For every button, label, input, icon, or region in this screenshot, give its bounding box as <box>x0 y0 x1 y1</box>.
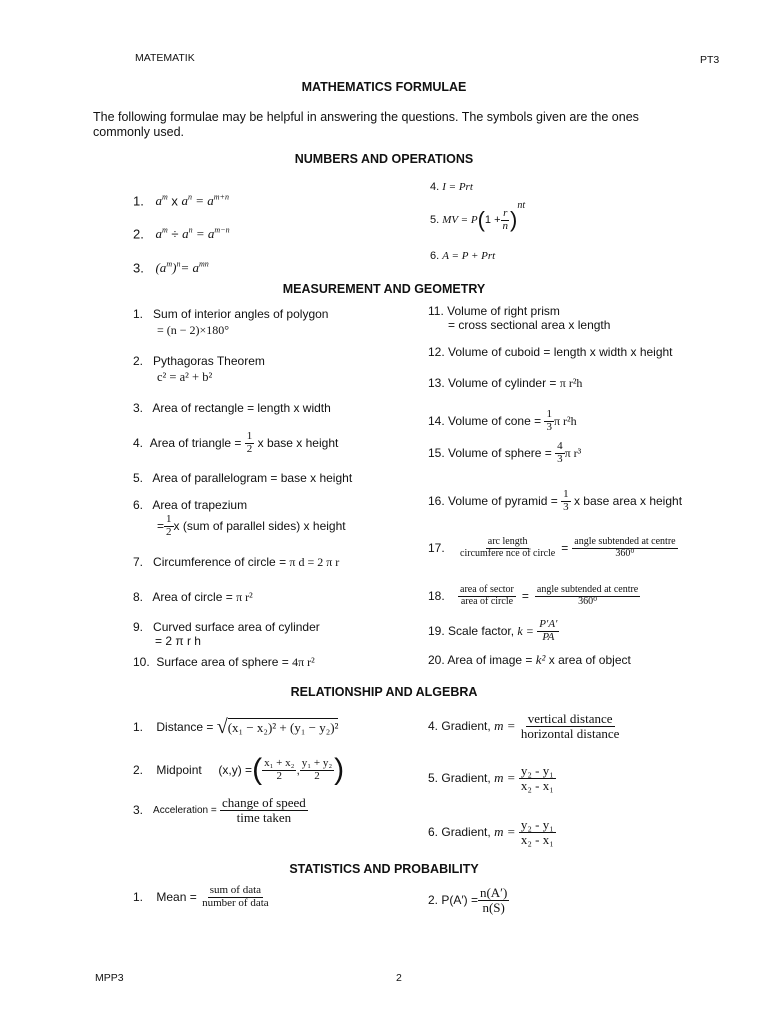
mg-formula: 4π r² <box>292 655 315 669</box>
mg-item-16 <box>428 486 682 516</box>
mg-text: Area of circle = <box>152 590 233 604</box>
mg-index: 10. <box>133 655 150 669</box>
angle-ratio-fraction <box>572 537 677 559</box>
mg-text: Area of triangle = <box>149 436 242 450</box>
mg-formula: π r²h <box>553 413 577 428</box>
frac-num: P′A′ <box>539 617 558 630</box>
mg-index: 20. <box>428 653 445 667</box>
mg-index: 5. <box>133 471 144 485</box>
num-formula-5: 5. MV = P ( 1 + $\frac{r}{n}$ ) nt <box>430 200 526 232</box>
sp-item-1 <box>133 880 271 914</box>
mg-item-4 <box>133 428 338 458</box>
mg-item-11 <box>428 304 560 318</box>
mg-text: = <box>157 519 165 533</box>
frac-den: n(S) <box>482 899 505 915</box>
mg-item-10 <box>133 655 315 670</box>
mg-text: Volume of cylinder = <box>448 376 557 390</box>
num-formula-1: 1. $a^m$ x $a^n = a^{m+n}$ <box>133 193 229 209</box>
frac-num: y₂ - y₁ <box>520 816 554 832</box>
mg-index: 6. <box>133 498 144 512</box>
level-label: PT3 <box>700 54 720 66</box>
frac-den: 3 <box>557 452 563 465</box>
mg-item-5 <box>133 471 352 485</box>
mg-formula: π r³ <box>564 445 582 460</box>
frac-num: 4 <box>557 439 563 452</box>
gradient-coordinate-fraction <box>519 764 556 792</box>
mg-text: Sum of interior angles of polygon <box>153 307 329 321</box>
mg-item-1-formula: = (n − 2)×180° <box>157 323 230 337</box>
frac-num: 1 <box>546 407 552 420</box>
mg-index: 13. <box>428 376 445 390</box>
frac-num: angle subtended at centre <box>574 536 676 547</box>
mg-item-6-formula <box>157 512 346 540</box>
midpoint-y-fraction <box>300 758 334 782</box>
num-index-1: 1. <box>133 193 144 209</box>
mg-item-2 <box>133 354 265 368</box>
third-fraction <box>561 489 571 513</box>
frac-num: change of speed <box>222 794 306 810</box>
ra-index: 1. <box>133 720 144 734</box>
ra-text: Gradient, <box>441 825 491 839</box>
ra-text: (x,y) = <box>218 763 253 777</box>
ra-text: Midpoint <box>156 763 202 777</box>
four-thirds-fraction <box>555 441 565 465</box>
ra-index: 4. <box>428 719 439 733</box>
acceleration-fraction <box>220 796 308 824</box>
gradient-distance-fraction <box>519 712 622 740</box>
ra-formula: m = <box>494 770 516 785</box>
frac-den: area of circle <box>460 595 514 607</box>
frac-den: 3 <box>546 420 552 433</box>
sp-index: 2. <box>428 893 439 907</box>
ra-item-6 <box>428 814 556 850</box>
mg-index: 19. <box>428 624 445 638</box>
mg-item-1 <box>133 307 328 321</box>
frac-num: x₁ + x₂ <box>264 756 295 769</box>
frac-den: 360⁰ <box>615 547 635 559</box>
sp-index: 1. <box>133 890 144 904</box>
ra-index: 6. <box>428 825 439 839</box>
frac-num: 1 <box>166 512 172 525</box>
mg-index: 4. <box>133 436 144 450</box>
maturity-value-lhs: MV = P <box>442 214 478 226</box>
sector-ratio-fraction <box>458 585 516 607</box>
mg-item-19 <box>428 614 559 648</box>
mg-text: Area of parallelogram = base x height <box>152 471 353 485</box>
ra-index: 5. <box>428 771 439 785</box>
mg-item-7 <box>133 555 339 570</box>
mg-index: 17. <box>428 541 445 555</box>
mg-formula: π r²h <box>559 376 583 390</box>
frac-num: arc length <box>487 536 528 547</box>
frac-num: y₂ - y₁ <box>520 762 554 778</box>
ra-text: Acceleration = <box>153 804 217 816</box>
sp-text: Mean = <box>156 890 197 904</box>
mg-item-8 <box>133 590 253 605</box>
mg-text: Pythagoras Theorem <box>153 354 265 368</box>
angle-ratio-fraction <box>535 585 640 607</box>
frac-den: 2 <box>246 442 253 455</box>
one-plus: 1 + <box>484 214 501 226</box>
sqrt-icon: √ <box>216 715 228 738</box>
frac-den: time taken <box>236 809 292 825</box>
mg-text: x base area x height <box>573 494 683 508</box>
frac-num: sum of data <box>209 883 262 896</box>
midpoint-x-fraction <box>262 758 296 782</box>
mg-item-2-formula: c² = a² + b² <box>157 370 213 384</box>
rate-fraction <box>501 208 511 232</box>
frac-den: x₂ - x₁ <box>520 831 554 847</box>
half-fraction <box>245 431 255 455</box>
frac-den: 3 <box>563 500 569 513</box>
frac-den: number of data <box>202 896 269 909</box>
mg-index: 14. <box>428 414 445 428</box>
mg-index: 9. <box>133 620 144 634</box>
mg-text: Area of image = <box>447 653 533 667</box>
frac-num: 1 <box>563 487 569 500</box>
mg-item-11-formula: = cross sectional area x length <box>448 318 611 332</box>
mg-formula: π r² <box>236 590 253 604</box>
mg-index: 15. <box>428 446 445 460</box>
num-formula-6 <box>430 250 495 262</box>
frac-den: PA <box>542 630 555 643</box>
mg-index: 1. <box>133 307 144 321</box>
subject-label: MATEMATIK <box>135 52 195 64</box>
mg-text: Volume of right prism <box>447 304 560 318</box>
frac-den: horizontal distance <box>520 725 620 741</box>
ra-formula: m = <box>494 824 516 839</box>
footer-code: MPP3 <box>95 972 124 984</box>
scale-factor-fraction <box>537 619 559 643</box>
mg-text: Curved surface area of cylinder <box>153 620 320 634</box>
mg-item-18: 18. $\frac{\text{area of sector}}{\text{area of circle}}$ = $\frac{\text{angle subtended at centre}}{\text{360⁰}}$ <box>428 584 639 607</box>
ra-item-2: 2. Midpoint (x,y) = ( $\frac{\text{x₁ + x₂}}{2}$ , $\frac{\text{y₁ + y₂}}{2}$ ) <box>133 753 345 786</box>
mg-formula: k² <box>535 652 546 667</box>
intro-line-2: commonly used. <box>93 125 185 139</box>
rate-n: n <box>502 219 509 232</box>
mg-item-13 <box>428 376 582 391</box>
mg-text: Volume of pyramid = <box>448 494 558 508</box>
mg-text: x base x height <box>257 436 339 450</box>
mg-text: Circumference of circle = <box>153 555 287 569</box>
mg-index: 12. <box>428 345 445 359</box>
mg-text: Scale factor, <box>448 624 515 638</box>
mg-index: 8. <box>133 590 144 604</box>
frac-den: 2 <box>314 769 320 782</box>
mg-text: Volume of sphere = <box>448 446 552 460</box>
simple-interest-formula: I = Prt <box>442 181 473 193</box>
intro-line-1: The following formulae may be helpful in answering the questions. The symbols given are the ones <box>93 110 639 124</box>
frac-num: y₁ + y₂ <box>301 756 333 769</box>
ra-formula: m = <box>494 718 516 733</box>
num-formula-3: 3. $(a^m)^n= a^{mn}$ <box>133 260 209 276</box>
ra-item-5 <box>428 760 556 796</box>
mg-index: 16. <box>428 494 445 508</box>
mg-text: Area of trapezium <box>152 498 248 512</box>
mg-item-14 <box>428 406 577 436</box>
distance-radicand: (x₁ − x₂)² + (y₁ − y₂)² <box>227 720 339 735</box>
frac-den: x₂ - x₁ <box>520 777 554 793</box>
num-formula-4 <box>430 181 473 193</box>
num-index-6: 6. <box>430 250 440 262</box>
mg-text: Volume of cone = <box>448 414 542 428</box>
frac-den: circumfere nce of circle <box>460 547 556 559</box>
mg-index: 18. <box>428 589 445 603</box>
mg-item-3 <box>133 401 331 415</box>
sp-text: P(A′) = <box>441 893 478 907</box>
ra-item-1 <box>133 712 338 742</box>
sp-item-2 <box>428 880 509 920</box>
rate-r: r <box>503 206 508 219</box>
section-statistics-heading: STATISTICS AND PROBABILITY <box>289 862 479 876</box>
mg-item-6 <box>133 498 247 512</box>
mg-text: Volume of cuboid = length x width x height <box>448 345 673 359</box>
frac-den: 360⁰ <box>578 595 598 607</box>
amount-formula: A = P + Prt <box>442 250 496 262</box>
mg-item-15 <box>428 438 581 468</box>
section-measurement-heading: MEASUREMENT AND GEOMETRY <box>282 282 486 296</box>
mg-text: Surface area of sphere = <box>156 655 289 669</box>
exponent-nt: nt <box>517 200 526 211</box>
mg-text: x area of object <box>545 653 631 667</box>
num-formula-2: 2. $a^m \div a^n = a^{m-n}$ <box>133 226 230 242</box>
num-index-5: 5. <box>430 214 440 226</box>
ra-text: Gradient, <box>441 719 491 733</box>
ra-item-3 <box>133 792 308 828</box>
times-sign: x <box>171 193 178 209</box>
num-index-4: 4. <box>430 181 440 193</box>
section-algebra-heading: RELATIONSHIP AND ALGEBRA <box>290 685 478 699</box>
frac-num: area of sector <box>460 584 514 595</box>
frac-num: 1 <box>246 429 253 442</box>
num-index-2: 2. <box>133 226 144 242</box>
mg-item-12 <box>428 345 673 359</box>
frac-num: vertical distance <box>527 710 613 726</box>
probability-fraction <box>478 886 509 914</box>
mg-index: 7. <box>133 555 144 569</box>
num-index-3: 3. <box>133 260 144 276</box>
mg-item-9-formula: = 2 π r h <box>155 634 201 648</box>
frac-num: angle subtended at centre <box>536 584 639 595</box>
ra-index: 2. <box>133 763 144 777</box>
mg-text: Area of rectangle = length x width <box>152 401 331 415</box>
arc-ratio-fraction <box>458 537 557 559</box>
frac-den: 2 <box>166 525 172 538</box>
page-title: MATHEMATICS FORMULAE <box>301 80 467 94</box>
mg-item-20 <box>428 652 631 668</box>
half-fraction <box>164 514 174 538</box>
mg-item-17: 17. $\frac{\text{arc length}}{\text{circumfere nce of circle}}$ = $\frac{\text{angle subtended at centre}}{\text{360⁰}}$ <box>428 536 676 559</box>
ra-index: 3. <box>133 803 144 817</box>
ra-item-4 <box>428 707 621 745</box>
mg-formula: π d = 2 π r <box>289 555 340 569</box>
frac-num: n(A′) <box>479 884 508 900</box>
mg-item-9 <box>133 620 320 634</box>
mg-index: 11. <box>428 304 444 318</box>
page-number: 2 <box>396 972 402 984</box>
ra-text: Distance = <box>156 720 214 734</box>
mean-fraction <box>200 885 271 909</box>
frac-den: 2 <box>276 769 282 782</box>
third-fraction <box>544 409 554 433</box>
mg-index: 2. <box>133 354 144 368</box>
mg-formula: k = <box>517 623 534 638</box>
divide-sign: ÷ <box>171 226 179 242</box>
mg-index: 3. <box>133 401 144 415</box>
gradient-coordinate-fraction <box>519 818 556 846</box>
mg-text: x (sum of parallel sides) x height <box>173 519 346 533</box>
section-numbers-heading: NUMBERS AND OPERATIONS <box>294 152 474 166</box>
ra-text: Gradient, <box>441 771 491 785</box>
